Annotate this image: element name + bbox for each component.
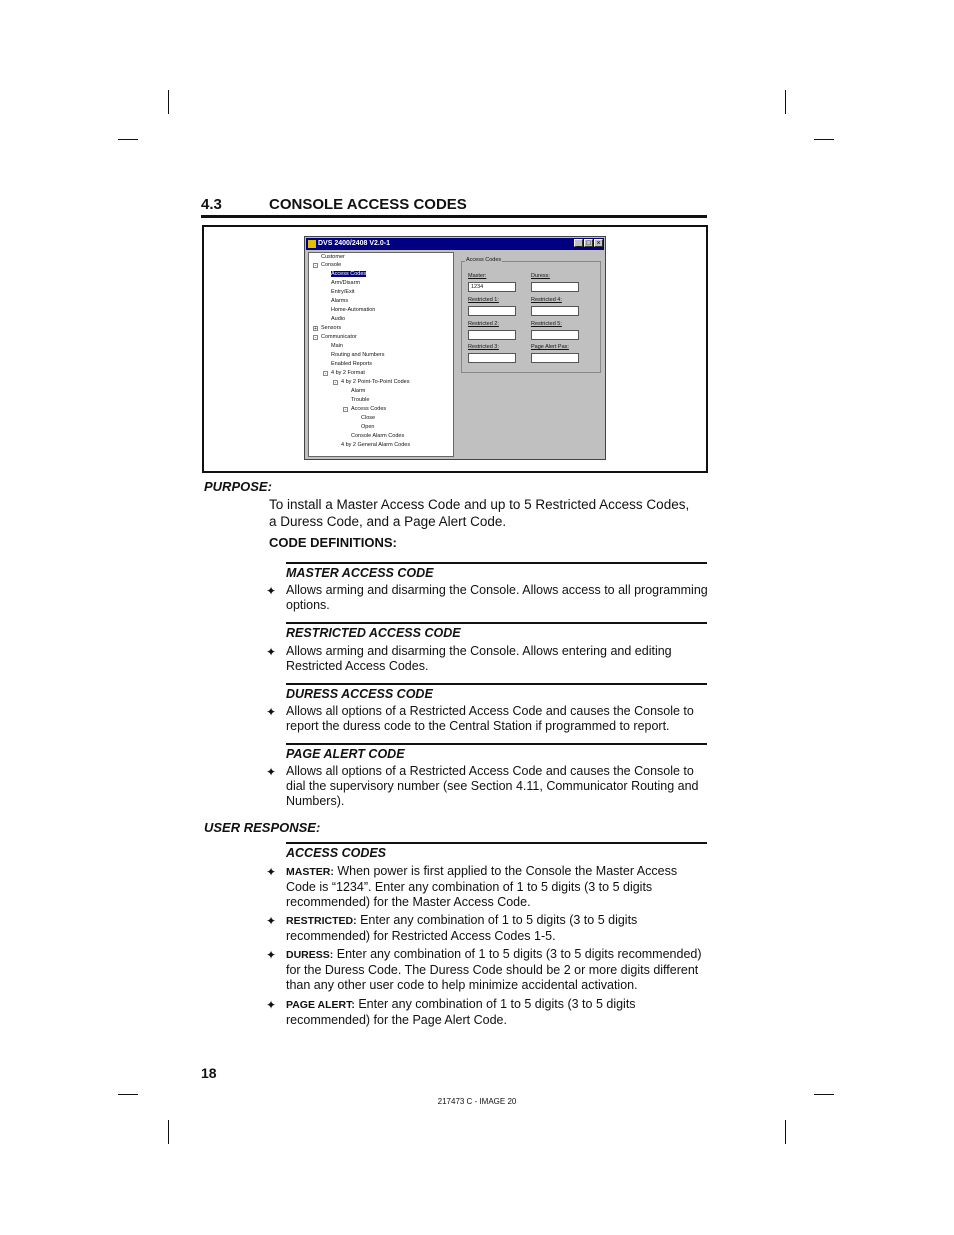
crop-mark: [814, 139, 834, 140]
divider: [286, 562, 707, 564]
tree-item[interactable]: Console Alarm Codes: [351, 433, 405, 439]
collapse-icon[interactable]: -: [314, 335, 317, 341]
divider: [286, 743, 707, 745]
restricted-5-field[interactable]: [531, 330, 579, 340]
purpose-line-2: a Duress Code, and a Page Alert Code.: [269, 514, 507, 529]
restricted-2-field[interactable]: [468, 330, 516, 340]
collapse-icon[interactable]: -: [334, 380, 337, 386]
access-codes-heading: ACCESS CODES: [286, 846, 387, 860]
tree-item[interactable]: Console: [321, 262, 342, 268]
tree-item[interactable]: Open: [361, 424, 375, 430]
definition-heading: PAGE ALERT CODE: [286, 747, 405, 761]
definition-text: Allows arming and disarming the Console. Allows entering and editing Restricted Access Codes.: [286, 644, 672, 673]
tree-item[interactable]: Home-Automation: [331, 307, 376, 313]
bullet-icon: ✦: [266, 645, 277, 659]
definition-text: Allows arming and disarming the Console. Allows access to all programming options.: [286, 583, 708, 612]
tree-item[interactable]: Audio: [331, 316, 346, 322]
group-title: Access Codes: [466, 257, 502, 263]
crop-mark: [785, 90, 786, 114]
tree-item[interactable]: 4 by 2 Point-To-Point Codes: [341, 379, 410, 385]
maximize-button[interactable]: □: [584, 239, 593, 247]
tree-item[interactable]: Alarms: [331, 298, 349, 304]
tree-item[interactable]: Customer: [321, 254, 345, 260]
restricted-3-label: Restricted 3:: [468, 344, 499, 350]
tree-item-selected[interactable]: Access Codes: [331, 271, 367, 277]
page-number: 18: [201, 1065, 217, 1081]
purpose-heading: PURPOSE:: [204, 479, 272, 494]
program-window: [304, 236, 606, 460]
keyword: DURESS:: [286, 949, 334, 961]
tree-item[interactable]: Enabled Reports: [331, 361, 372, 367]
tree-item[interactable]: Communicator: [321, 334, 357, 340]
crop-mark: [814, 1094, 834, 1095]
footer-code: 217473 C - IMAGE 20: [437, 1097, 517, 1106]
window-titlebar: [306, 238, 604, 250]
purpose-line-1: To install a Master Access Code and up to 5 Restricted Access Codes,: [269, 497, 690, 512]
response-item: PAGE ALERT: Enter any combination of 1 to 5 digits (3 to 5 digits recommended) for the Page Alert Code.: [286, 997, 636, 1027]
divider: [286, 622, 707, 624]
close-button[interactable]: ×: [594, 239, 603, 247]
crop-mark: [118, 1094, 138, 1095]
response-item: DURESS: Enter any combination of 1 to 5 digits (3 to 5 digits recommended) for the Duress Code. The Duress Code should be 2 or more digits different than any other user code to help minimize accidental activation.: [286, 947, 702, 992]
crop-mark: [785, 1120, 786, 1144]
bullet-icon: ✦: [266, 765, 277, 779]
restricted-2-label: Restricted 2:: [468, 321, 499, 327]
duress-field[interactable]: [531, 282, 579, 292]
response-item: RESTRICTED: Enter any combination of 1 to 5 digits (3 to 5 digits recommended) for Restricted Access Codes 1-5.: [286, 913, 638, 943]
restricted-1-label: Restricted 1:: [468, 297, 499, 303]
definition-text: Allows all options of a Restricted Access Code and causes the Console to report the duress code to the Central Station if programmed to report.: [286, 704, 694, 733]
minimize-button[interactable]: _: [574, 239, 583, 247]
section-number: 4.3: [201, 196, 222, 213]
restricted-4-field[interactable]: [531, 306, 579, 316]
restricted-3-field[interactable]: [468, 353, 516, 363]
restricted-4-label: Restricted 4:: [531, 297, 562, 303]
bullet-icon: ✦: [266, 914, 277, 928]
bullet-icon: ✦: [266, 865, 277, 879]
bullet-icon: ✦: [266, 948, 277, 962]
section-title: CONSOLE ACCESS CODES: [269, 196, 467, 213]
definition-heading: MASTER ACCESS CODE: [286, 566, 434, 580]
tree-item[interactable]: 4 by 2 General Alarm Codes: [341, 442, 411, 448]
bullet-icon: ✦: [266, 705, 277, 719]
crop-mark: [168, 1120, 169, 1144]
collapse-icon[interactable]: -: [324, 371, 327, 377]
tree-item[interactable]: 4 by 2 Format: [331, 370, 365, 376]
window-title: DVS 2400/2408 V2.0-1: [318, 240, 390, 247]
collapse-icon[interactable]: -: [314, 263, 317, 269]
app-icon: [308, 240, 316, 248]
definition-heading: DURESS ACCESS CODE: [286, 687, 433, 701]
collapse-icon[interactable]: -: [344, 407, 347, 413]
keyword: MASTER:: [286, 866, 334, 878]
page-alert-label: Page Alert Pas:: [531, 344, 569, 350]
keyword: RESTRICTED:: [286, 915, 357, 927]
master-field[interactable]: 1234: [468, 282, 516, 292]
tree-item[interactable]: Access Codes: [351, 406, 387, 412]
duress-label: Duress:: [531, 273, 550, 279]
tree-item[interactable]: Main: [331, 343, 343, 349]
divider: [286, 842, 707, 844]
section-heading: [201, 195, 707, 218]
tree-item[interactable]: Entry/Exit: [331, 289, 355, 295]
crop-mark: [118, 139, 138, 140]
restricted-5-label: Restricted 5:: [531, 321, 562, 327]
tree-item[interactable]: Trouble: [351, 397, 370, 403]
restricted-1-field[interactable]: [468, 306, 516, 316]
definition-heading: RESTRICTED ACCESS CODE: [286, 626, 461, 640]
bullet-icon: ✦: [266, 584, 277, 598]
tree-item[interactable]: Sensors: [321, 325, 342, 331]
tree-item[interactable]: Close: [361, 415, 376, 421]
code-definitions-heading: CODE DEFINITIONS:: [269, 535, 397, 550]
master-label: Master:: [468, 273, 487, 279]
response-item: MASTER: When power is first applied to the Console the Master Access Code is “1234”. Enter any combination of 1 to 5 digits (3 to 5 digits recommended) for the Master Access Code.: [286, 864, 678, 909]
definition-text: Allows all options of a Restricted Access Code and causes the Console to dial the supervisory number (see Section 4.11, Communicator Routing and Numbers).: [286, 764, 699, 808]
user-response-heading: USER RESPONSE:: [204, 820, 321, 835]
keyword: PAGE ALERT:: [286, 999, 355, 1011]
page-alert-field[interactable]: [531, 353, 579, 363]
tree-item[interactable]: Alarm: [351, 388, 366, 394]
crop-mark: [168, 90, 169, 114]
bullet-icon: ✦: [266, 998, 277, 1012]
tree-item[interactable]: Arm/Disarm: [331, 280, 361, 286]
divider: [286, 683, 707, 685]
tree-item[interactable]: Routing and Numbers: [331, 352, 385, 358]
settings-tree[interactable]: [308, 252, 454, 457]
expand-icon[interactable]: +: [314, 326, 317, 332]
